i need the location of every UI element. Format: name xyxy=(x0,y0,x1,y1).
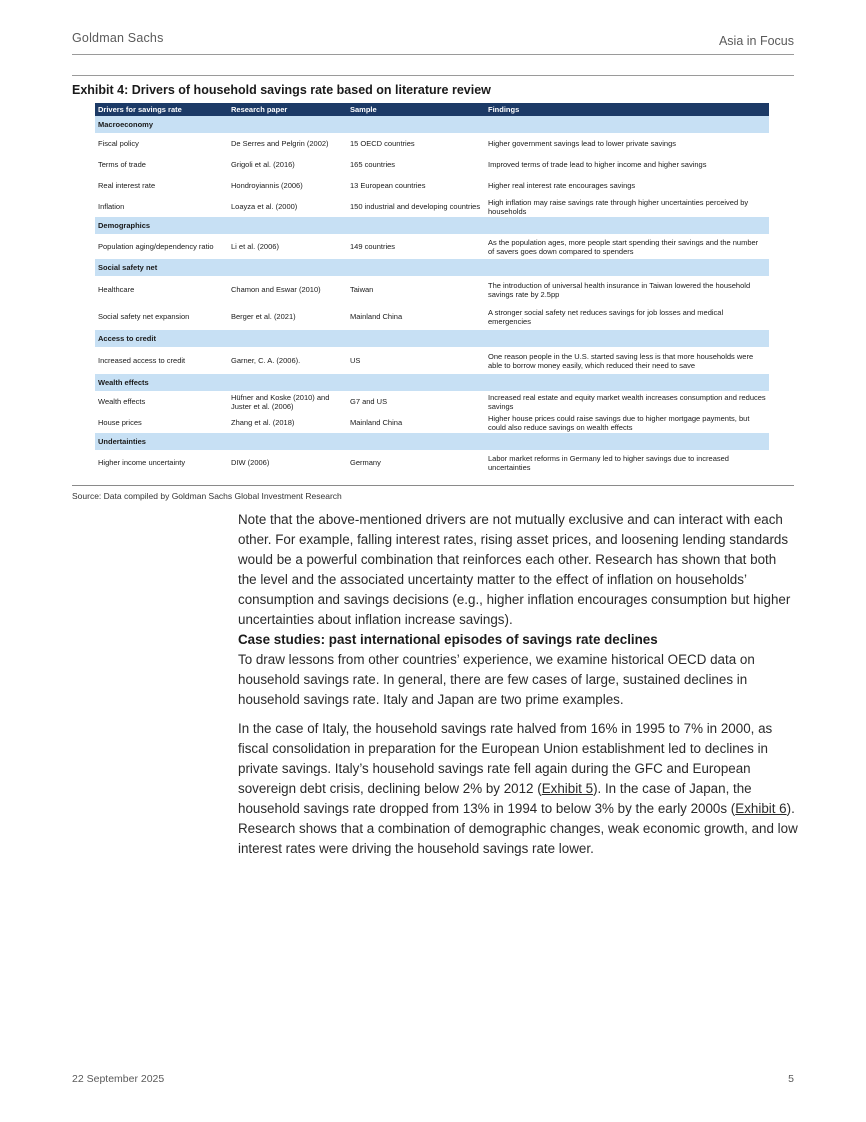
sample-cell: Mainland China xyxy=(350,312,403,321)
page-number: 5 xyxy=(788,1073,794,1085)
paper-cell: Hondroyiannis (2006) xyxy=(231,181,303,190)
body-text xyxy=(238,510,798,859)
findings-cell: Higher real interest rate encourages savings xyxy=(488,181,636,190)
section-row xyxy=(95,217,769,234)
paper-cell: Li et al. (2006) xyxy=(231,242,279,251)
findings-cell: Increased real estate and equity market wealth increases consumption and reduces savings xyxy=(488,392,766,411)
column-header: Drivers for savings rate xyxy=(95,103,228,116)
findings-cell: High inflation may raise savings rate through higher uncertainties perceived by households xyxy=(488,197,749,216)
paragraph xyxy=(238,719,798,859)
findings-cell: One reason people in the U.S. started saving less is that more households were able to borrow money easily, which reduced their need to save xyxy=(488,351,754,370)
paper-cell: Berger et al. (2021) xyxy=(231,312,296,321)
driver-cell: Wealth effects xyxy=(98,397,146,406)
paper-cell: Loayza et al. (2000) xyxy=(231,202,298,211)
table-row xyxy=(95,412,769,433)
header-divider xyxy=(72,54,794,55)
table-row xyxy=(95,154,769,175)
paragraph-text: ). Research shows that a combination of demographic changes, weak economic growth, and low interest rates were driving the household savings rate lower. xyxy=(238,801,798,856)
table-bottom-rule xyxy=(72,485,794,486)
table-row xyxy=(95,234,769,259)
section-label: Wealth effects xyxy=(95,374,769,391)
findings-cell: A stronger social safety net reduces savings for job losses and medical emergencies xyxy=(488,307,724,326)
sample-cell: 165 countries xyxy=(350,160,396,169)
brand-name: Goldman Sachs xyxy=(72,31,164,45)
sample-cell: Mainland China xyxy=(350,418,403,427)
paragraph-text: In the case of Italy, the household savings rate halved from 16% in 1995 to 7% in 2000, as fiscal consolidation in preparation for the European Union establishment led to declines in private savings. Italy’s household savings rate fell again during the GFC and European sovereign debt crisis, declining below 2% by 2012 ( xyxy=(238,721,773,796)
section-label: Undertainties xyxy=(95,433,769,450)
table-row xyxy=(95,391,769,412)
sample-cell: 149 countries xyxy=(350,242,396,251)
driver-cell: Higher income uncertainty xyxy=(98,458,186,467)
drivers-table xyxy=(95,103,769,475)
driver-cell: House prices xyxy=(98,418,142,427)
driver-cell: Real interest rate xyxy=(98,181,156,190)
sample-cell: G7 and US xyxy=(350,397,388,406)
paper-cell: Grigoli et al. (2016) xyxy=(231,160,295,169)
section-label: Social safety net xyxy=(95,259,769,276)
sample-cell: Germany xyxy=(350,458,381,467)
sample-cell: US xyxy=(350,356,361,365)
column-header: Sample xyxy=(347,103,485,116)
findings-cell: Higher house prices could raise savings due to higher mortgage payments, but could also reduce savings on wealth effects xyxy=(488,413,750,432)
table-row xyxy=(95,303,769,330)
exhibit-title: Exhibit 4: Drivers of household savings rate based on literature review xyxy=(72,83,491,97)
source-note: Source: Data compiled by Goldman Sachs Global Investment Research xyxy=(72,491,342,501)
sample-cell: Taiwan xyxy=(350,285,374,294)
exhibit-6-link[interactable]: Exhibit 6 xyxy=(735,801,787,816)
section-label: Macroeconomy xyxy=(95,116,769,133)
table-row xyxy=(95,347,769,374)
table-row xyxy=(95,133,769,154)
sample-cell: 150 industrial and developing countries xyxy=(350,202,481,211)
driver-cell: Fiscal policy xyxy=(98,139,139,148)
paragraph: To draw lessons from other countries’ experience, we examine historical OECD data on household savings rate. In general, there are few cases of large, sustained declines in household savings rate. Italy and Japan are two prime examples. xyxy=(238,652,755,707)
paper-cell: De Serres and Pelgrin (2002) xyxy=(231,139,329,148)
paper-cell: Hüfner and Koske (2010) and Juster et al. (2006) xyxy=(231,392,330,411)
driver-cell: Social safety net expansion xyxy=(98,312,190,321)
table-row xyxy=(95,276,769,303)
findings-cell: The introduction of universal health insurance in Taiwan lowered the household savings rate by 2.5pp xyxy=(488,280,751,299)
paper-cell: Chamon and Eswar (2010) xyxy=(231,285,321,294)
publication-name: Asia in Focus xyxy=(718,34,794,48)
section-row xyxy=(95,259,769,276)
section-row xyxy=(95,374,769,391)
findings-cell: As the population ages, more people start spending their savings and the number of savers goes down compared to spenders xyxy=(488,237,759,256)
section-subheading: Case studies: past international episodes of savings rate declines xyxy=(238,632,658,647)
driver-cell: Terms of trade xyxy=(98,160,146,169)
table-row xyxy=(95,196,769,217)
column-header: Findings xyxy=(485,103,769,116)
table-row xyxy=(95,450,769,475)
section-label: Access to credit xyxy=(95,330,769,347)
paragraph-text: ). In the case of Japan, the household savings rate dropped from 13% in 1994 to below 3% by the early 2000s ( xyxy=(238,781,752,816)
footer-date: 22 September 2025 xyxy=(72,1073,165,1085)
driver-cell: Inflation xyxy=(98,202,125,211)
section-row xyxy=(95,116,769,133)
paper-cell: DIW (2006) xyxy=(231,458,270,467)
section-row xyxy=(95,433,769,450)
sample-cell: 13 European countries xyxy=(350,181,426,190)
section-row xyxy=(95,330,769,347)
findings-cell: Higher government savings lead to lower private savings xyxy=(488,139,677,148)
driver-cell: Increased access to credit xyxy=(98,356,186,365)
findings-cell: Improved terms of trade lead to higher income and higher savings xyxy=(488,160,707,169)
driver-cell: Population aging/dependency ratio xyxy=(98,242,214,251)
sample-cell: 15 OECD countries xyxy=(350,139,415,148)
section-label: Demographics xyxy=(95,217,769,234)
exhibit-5-link[interactable]: Exhibit 5 xyxy=(541,781,594,796)
exhibit-divider xyxy=(72,75,794,76)
column-header: Research paper xyxy=(228,103,347,116)
table-row xyxy=(95,175,769,196)
paper-cell: Garner, C. A. (2006). xyxy=(231,356,301,365)
findings-cell: Labor market reforms in Germany led to higher savings due to increased uncertainties xyxy=(488,453,729,472)
driver-cell: Healthcare xyxy=(98,285,135,294)
paragraph: Note that the above-mentioned drivers are not mutually exclusive and can interact with each other. For example, falling interest rates, rising asset prices, and loosening lending standards would be a powerful combination that reinforces each other. Research has shown that both the level and the associated uncertainty matter to the effect of inflation on households’ consumption and savings decisions (e.g., higher inflation encourages consumption but higher uncertainties about inflation increase savings). xyxy=(238,512,791,627)
paper-cell: Zhang et al. (2018) xyxy=(231,418,295,427)
table-header-row xyxy=(95,103,769,116)
